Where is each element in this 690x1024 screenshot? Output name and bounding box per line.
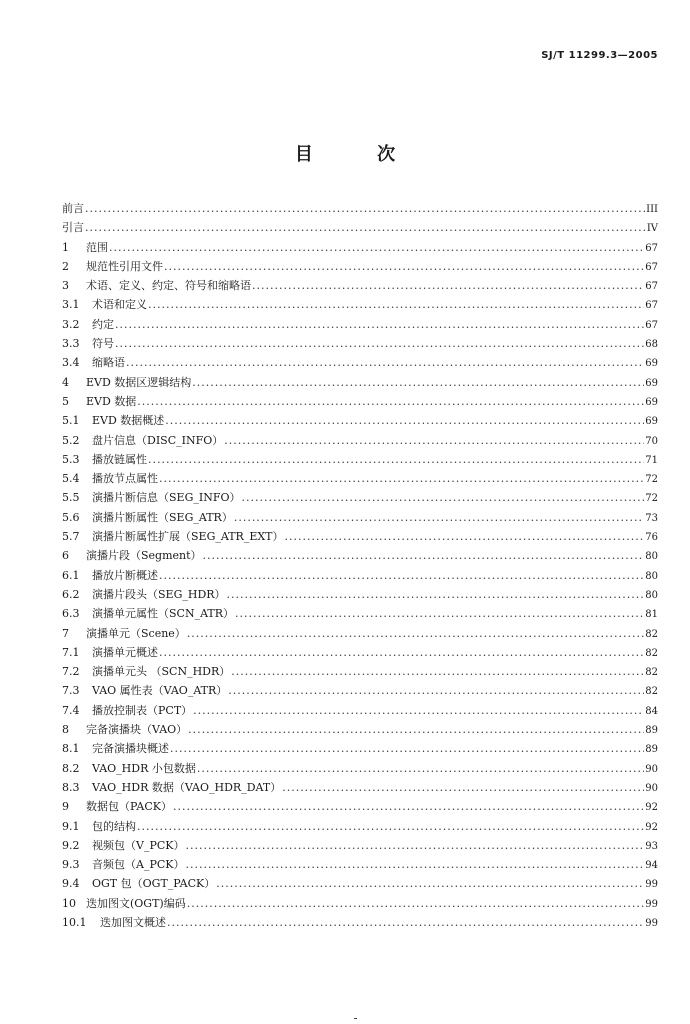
page-speck <box>354 1018 357 1019</box>
toc-entry-number: 8 <box>62 723 69 737</box>
dot-leader <box>85 218 646 237</box>
toc-entry[interactable] <box>62 778 658 797</box>
toc-entry-page: 70 <box>645 435 658 447</box>
dot-leader <box>170 739 644 758</box>
dot-leader <box>227 585 645 604</box>
dot-leader <box>159 469 644 488</box>
toc-entry-page: 92 <box>645 821 658 833</box>
toc-entry[interactable] <box>62 874 658 893</box>
dot-leader <box>203 546 645 565</box>
toc-entry-page: 93 <box>645 840 658 852</box>
toc-entry-page: 67 <box>645 319 658 331</box>
dot-leader <box>193 701 644 720</box>
dot-leader <box>165 411 644 430</box>
dot-leader <box>115 315 644 334</box>
toc-entry-number: 8.2 <box>62 761 80 775</box>
toc-entry[interactable] <box>62 315 658 334</box>
toc-entry-page: 72 <box>645 493 658 505</box>
dot-leader <box>185 836 644 855</box>
dot-leader <box>137 392 644 411</box>
toc-entry-title: 演播单元（Scene） <box>86 626 186 640</box>
dot-leader <box>235 604 644 623</box>
toc-entry[interactable] <box>62 701 658 720</box>
dot-leader <box>115 334 644 353</box>
toc-entry-number: 9.1 <box>62 819 80 833</box>
toc-entry-title: 符号 <box>92 337 114 351</box>
toc-entry-page: 69 <box>645 396 658 408</box>
toc-entry-page: III <box>646 204 658 215</box>
toc-entry-number: 6.3 <box>62 607 80 621</box>
toc-entry-number: 5.1 <box>62 414 80 428</box>
toc-entry-number: 9 <box>62 800 69 814</box>
toc-entry-title: EVD 数据区逻辑结构 <box>86 375 192 389</box>
toc-entry-number: 10.1 <box>62 915 87 929</box>
toc-entry-title: EVD 数据 <box>86 394 137 408</box>
toc-entry-number: 7.3 <box>62 684 80 698</box>
toc-entry-page: 69 <box>645 358 658 370</box>
dot-leader <box>164 257 644 276</box>
dot-leader <box>231 662 644 681</box>
toc-entry-number: 8.1 <box>62 742 80 756</box>
toc-entry-title: 演播片段头（SEG_HDR） <box>92 587 226 601</box>
dot-leader <box>192 373 644 392</box>
dot-leader <box>187 624 644 643</box>
toc-entry-number: 5.2 <box>62 433 80 447</box>
toc-entry-page: 99 <box>645 898 658 910</box>
toc-entry[interactable] <box>62 431 658 450</box>
toc-entry-number: 5 <box>62 394 69 408</box>
toc-entry-page: 90 <box>645 782 658 794</box>
toc-entry[interactable] <box>62 566 658 585</box>
toc-entry-page: 82 <box>645 647 658 659</box>
toc-entry-page: 76 <box>645 532 658 544</box>
toc-entry-page: 81 <box>645 609 658 621</box>
toc-entry-page: 72 <box>645 474 658 486</box>
toc-entry-page: 92 <box>645 802 658 814</box>
toc-entry[interactable] <box>62 681 658 700</box>
toc-entry-title: 约定 <box>92 317 114 331</box>
toc-entry-title: 演播片断属性扩展（SEG_ATR_EXT） <box>92 530 284 544</box>
toc-entry-title: 范围 <box>86 240 108 254</box>
toc-entry[interactable] <box>62 450 658 469</box>
toc-entry-page: 67 <box>645 281 658 293</box>
toc-entry-number: 3.2 <box>62 317 80 331</box>
toc-entry-number: 6.2 <box>62 587 80 601</box>
toc-entry[interactable] <box>62 817 658 836</box>
dot-leader <box>241 488 644 507</box>
dot-leader <box>228 681 644 700</box>
toc-entry-title: 演播单元概述 <box>92 645 158 659</box>
toc-entry-page: 80 <box>645 589 658 601</box>
toc-entry[interactable] <box>62 508 658 527</box>
dot-leader <box>173 797 644 816</box>
dot-leader <box>185 855 644 874</box>
toc-entry-page: 84 <box>645 705 658 717</box>
toc-entry[interactable] <box>62 662 658 681</box>
toc-entry[interactable] <box>62 546 658 565</box>
dot-leader <box>285 527 645 546</box>
toc-entry-title: 盘片信息（DISC_INFO） <box>92 433 224 447</box>
toc-entry[interactable] <box>62 353 658 372</box>
toc-entry[interactable] <box>62 411 658 430</box>
toc-entry-page: 73 <box>645 512 658 524</box>
toc-entry-page: 80 <box>645 570 658 582</box>
toc-entry-number: 5.4 <box>62 472 80 486</box>
toc-entry-title: VAO_HDR 数据（VAO_HDR_DAT） <box>92 780 282 794</box>
toc-entry-number: 5.5 <box>62 491 80 505</box>
toc-entry[interactable] <box>62 759 658 778</box>
toc-entry-page: 67 <box>645 261 658 273</box>
toc-entry-title: 播放片断概述 <box>92 568 158 582</box>
toc-entry-title: 播放控制表（PCT） <box>92 703 193 717</box>
toc-entry[interactable] <box>62 527 658 546</box>
dot-leader <box>187 894 645 913</box>
toc-entry[interactable] <box>62 585 658 604</box>
toc-entry-number: 3.1 <box>62 298 80 312</box>
toc-entry-page: 82 <box>645 667 658 679</box>
toc-entry[interactable] <box>62 469 658 488</box>
toc-entry-title: 完备演播块（VAO） <box>86 723 188 737</box>
toc-entry[interactable] <box>62 392 658 411</box>
dot-leader <box>188 720 644 739</box>
toc-entry-title: 缩略语 <box>92 356 125 370</box>
toc-entry-page: 94 <box>645 860 658 872</box>
toc-entry-title: 迭加图文(OGT)编码 <box>86 896 186 910</box>
toc-entry-number: 3.3 <box>62 337 80 351</box>
toc-entry-title: 包的结构 <box>92 819 136 833</box>
toc-entry-number: 7 <box>62 626 69 640</box>
dot-leader <box>282 778 644 797</box>
toc-entry-number: 7.1 <box>62 645 80 659</box>
dot-leader <box>224 431 644 450</box>
toc-entry-number: 8.3 <box>62 780 80 794</box>
standard-code: SJ/T 11299.3—2005 <box>541 50 658 61</box>
toc-entry[interactable] <box>62 199 658 218</box>
toc-entry-title: 前言 <box>62 202 84 215</box>
toc-entry[interactable] <box>62 855 658 874</box>
toc-entry[interactable] <box>62 894 658 913</box>
toc-entry-title: 完备演播块概述 <box>92 742 169 756</box>
toc-entry[interactable] <box>62 238 658 257</box>
toc-entry[interactable] <box>62 334 658 353</box>
toc-entry[interactable] <box>62 218 658 237</box>
toc-entry-number: 10 <box>62 896 76 910</box>
toc-entry-title: EVD 数据概述 <box>92 414 165 428</box>
toc-entry-page: IV <box>646 223 658 235</box>
dot-leader <box>148 450 644 469</box>
toc-entry-title: 演播单元属性（SCN_ATR） <box>92 607 235 621</box>
dot-leader <box>252 276 644 295</box>
toc-entry-title: VAO 属性表（VAO_ATR） <box>92 684 228 698</box>
toc-entry[interactable] <box>62 624 658 643</box>
dot-leader <box>216 874 644 893</box>
toc-entry-page: 67 <box>645 300 658 312</box>
toc-entry-title: 演播片段（Segment） <box>86 549 202 563</box>
toc-entry[interactable] <box>62 488 658 507</box>
dot-leader <box>159 566 644 585</box>
dot-leader <box>85 199 645 218</box>
toc-entry-page: 99 <box>645 879 658 891</box>
toc-entry[interactable] <box>62 913 658 932</box>
toc-entry-number: 9.4 <box>62 877 80 891</box>
toc-entry-page: 90 <box>645 763 658 775</box>
dot-leader <box>167 913 644 932</box>
toc-entry-number: 5.3 <box>62 452 80 466</box>
toc-entry-number: 9.3 <box>62 858 80 872</box>
toc-entry-page: 89 <box>645 725 658 737</box>
dot-leader <box>126 353 644 372</box>
toc-entry-page: 82 <box>645 628 658 640</box>
toc-entry[interactable] <box>62 720 658 739</box>
toc-entry-title: 术语和定义 <box>92 298 147 312</box>
toc-entry-title: 音频包（A_PCK） <box>92 858 185 872</box>
toc-entry[interactable] <box>62 739 658 758</box>
toc-entry-number: 4 <box>62 375 69 389</box>
toc-entry-number: 6.1 <box>62 568 80 582</box>
toc-entry-title: 数据包（PACK） <box>86 800 172 814</box>
toc-entry-title: 播放节点属性 <box>92 472 158 486</box>
toc-entry-title: 播放链属性 <box>92 452 147 466</box>
dot-leader <box>197 759 644 778</box>
toc-entry-page: 67 <box>645 242 658 254</box>
toc-entry-number: 5.7 <box>62 530 80 544</box>
dot-leader <box>109 238 644 257</box>
toc-entry[interactable] <box>62 257 658 276</box>
toc-entry-title: 迭加图文概述 <box>100 915 166 929</box>
toc-entry-number: 6 <box>62 549 69 563</box>
toc-entry-number: 7.2 <box>62 665 80 679</box>
toc-entry[interactable] <box>62 276 658 295</box>
toc-entry-page: 71 <box>645 454 658 466</box>
toc-entry-title: 术语、定义、约定、符号和缩略语 <box>86 279 251 293</box>
toc-entry-title: 引言 <box>62 221 84 235</box>
toc-entry[interactable] <box>62 836 658 855</box>
toc-entry-number: 1 <box>62 240 69 254</box>
toc-entry-number: 9.2 <box>62 838 80 852</box>
toc-entry-title: 演播片断属性（SEG_ATR） <box>92 510 233 524</box>
toc-entry-page: 80 <box>645 551 658 563</box>
toc-entry-title: 演播片断信息（SEG_INFO） <box>92 491 241 505</box>
toc-entry-page: 82 <box>645 686 658 698</box>
toc-entry-page: 68 <box>645 339 658 351</box>
toc-entry[interactable] <box>62 373 658 392</box>
dot-leader <box>137 817 644 836</box>
toc-entry[interactable] <box>62 643 658 662</box>
table-of-contents <box>62 199 658 932</box>
toc-entry-number: 3.4 <box>62 356 80 370</box>
toc-entry-title: 规范性引用文件 <box>86 259 163 273</box>
toc-entry-page: 99 <box>645 917 658 929</box>
toc-entry-number: 5.6 <box>62 510 80 524</box>
toc-entry-number: 2 <box>62 259 69 273</box>
toc-entry-page: 69 <box>645 377 658 389</box>
dot-leader <box>148 295 644 314</box>
toc-entry[interactable] <box>62 604 658 623</box>
toc-entry-number: 3 <box>62 279 69 293</box>
dot-leader <box>234 508 644 527</box>
page-title: 目 次 <box>294 144 396 165</box>
toc-entry-page: 89 <box>645 744 658 756</box>
toc-entry-number: 7.4 <box>62 703 80 717</box>
toc-entry-page: 69 <box>645 416 658 428</box>
toc-entry-title: 演播单元头 （SCN_HDR） <box>92 665 231 679</box>
toc-entry[interactable] <box>62 295 658 314</box>
toc-entry[interactable] <box>62 797 658 816</box>
toc-entry-title: 视频包（V_PCK） <box>92 838 185 852</box>
toc-entry-title: OGT 包（OGT_PACK） <box>92 877 216 891</box>
dot-leader <box>159 643 644 662</box>
toc-entry-title: VAO_HDR 小包数据 <box>92 761 196 775</box>
